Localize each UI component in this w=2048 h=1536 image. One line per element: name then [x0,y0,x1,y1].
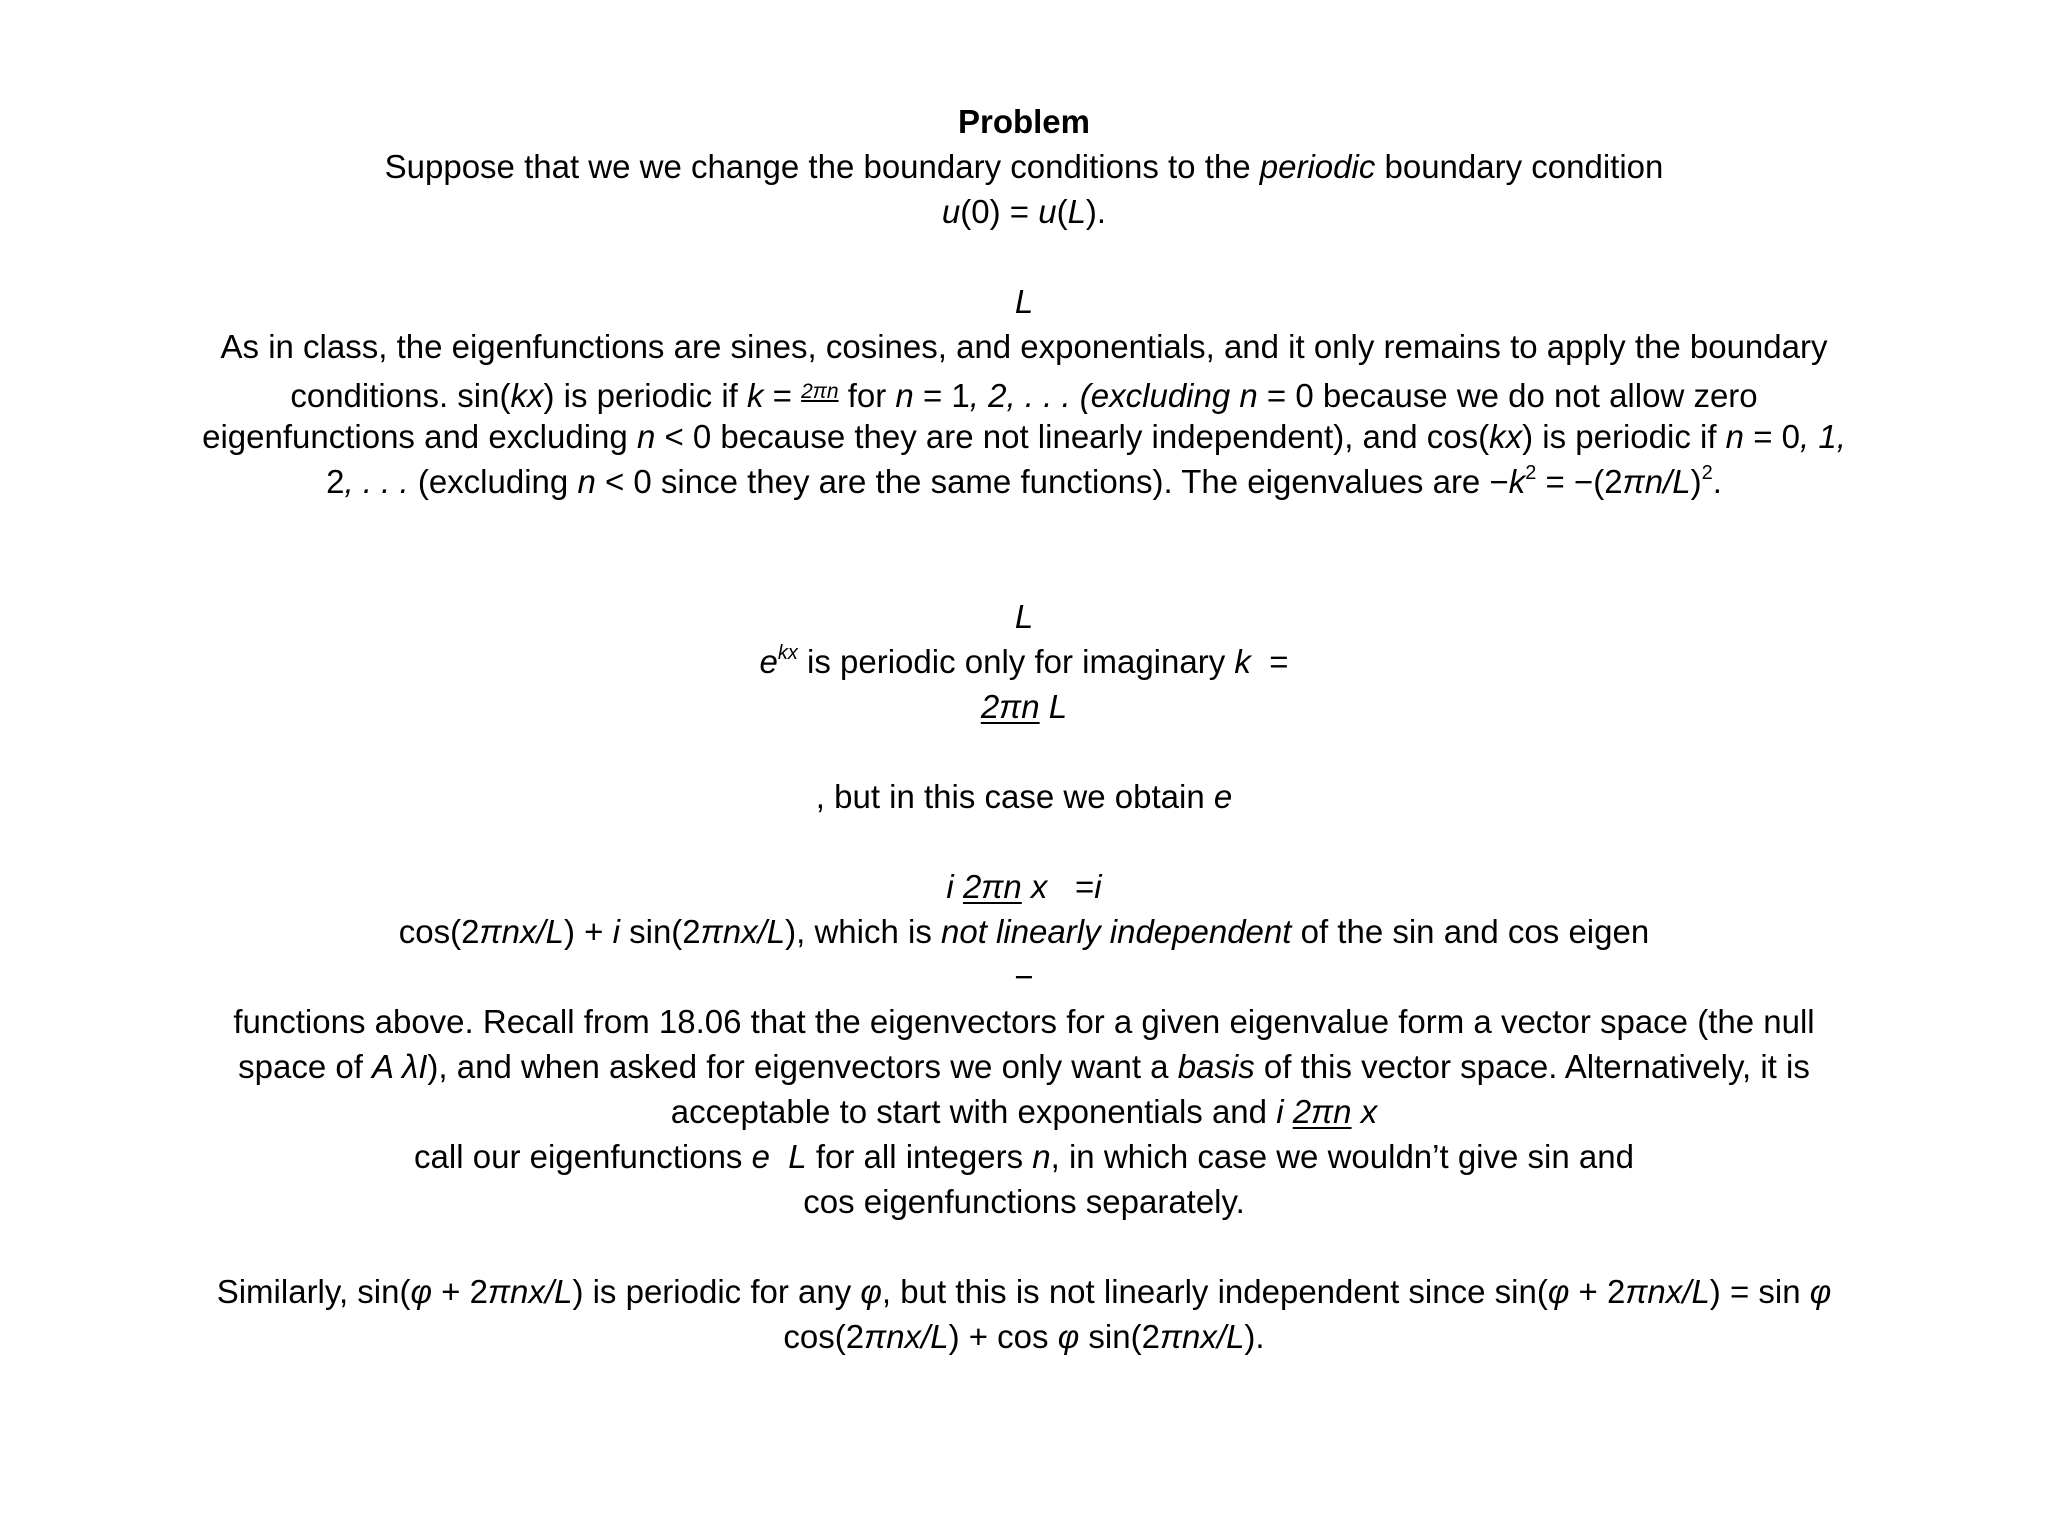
null-space-line-4: call our eigenfunctions e L for all integers n, in which case we wouldn’t give sin and [414,1138,1634,1175]
null-space-line-5: cos eigenfunctions separately. [803,1183,1245,1220]
null-space-line-2: space of A λI), and when asked for eigenvectors we only want a basis of this vector space. Alternatively, it is [238,1048,1810,1085]
null-space-line-3: acceptable to start with exponentials and i 2πn x [670,1093,1378,1130]
problem-title: Problem [957,103,1091,140]
similarly-line-2: cos(2πnx/L) + cos φ sin(2πnx/L). [783,1318,1265,1355]
stray-minus-sign: − [1014,958,1034,995]
eigenfunction-paragraph-line-1: As in class, the eigenfunctions are sines, cosines, and exponentials, and it only remains to apply the boundary [220,328,1828,365]
eigenfunction-paragraph-line-2: conditions. sin(kx) is periodic if k = $^{2\pi n}$ for n = 1, 2, . . . (excluding n = 0 because we do not allow zero [290,377,1758,414]
eigenfunction-paragraph-line-3: eigenfunctions and excluding n < 0 because they are not linearly independent), and cos(kx) is periodic if n = 0, 1, [202,418,1846,455]
stray-fraction-denominator: L [1014,283,1034,320]
similarly-line-1: Similarly, sin(φ + 2πnx/L) is periodic for any φ, but this is not linearly independent since sin(φ + 2πnx/L) = sin φ [216,1273,1832,1310]
null-space-line-1: functions above. Recall from 18.06 that the eigenvectors for a given eigenvalue form a vector space (the null [233,1003,1815,1040]
euler-expansion-line: cos(2πnx/L) + i sin(2πnx/L), which is not linearly independent of the sin and cos eigen [398,913,1650,950]
imaginary-k-fraction: 2πn L [980,688,1068,725]
but-in-this-case-line: , but in this case we obtain e [815,778,1233,815]
eigenfunction-paragraph-line-4: 2, . . . (excluding n < 0 since they are the same functions). The eigenvalues are $-k^2 = -(2\pi n/L)^2$. [326,462,1722,500]
boundary-condition-equation: u(0) = u(L). [941,193,1107,230]
exponent-expression: i 2πn x =i [946,868,1102,905]
inline-fraction: 2πn [801,380,839,403]
problem-statement-line: Suppose that we we change the boundary conditions to the periodic boundary condition [384,148,1664,185]
exponential-line: $e^{kx}$ is periodic only for imaginary k = [759,642,1289,680]
stray-fraction-denominator-2: L [1014,598,1034,635]
